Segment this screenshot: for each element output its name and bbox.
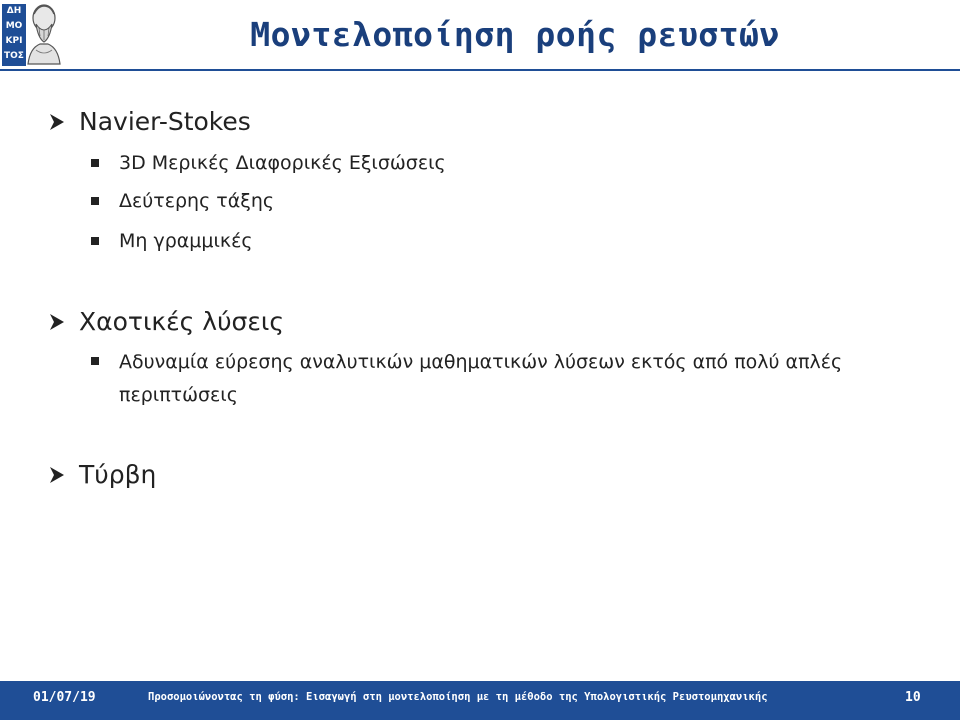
- bullet-item: [47, 106, 251, 138]
- sub-bullet-text: 3D Μερικές Διαφορικές Εξισώσεις: [119, 152, 446, 174]
- bullet-item: [47, 459, 156, 491]
- slide-title: Μοντελοποίηση ροής ρευστών: [250, 15, 780, 54]
- bullet-text: Navier-Stokes: [79, 107, 251, 136]
- sub-bullet-text: Δεύτερης τάξης: [119, 190, 275, 212]
- sub-bullet-text: Μη γραμμικές: [119, 230, 253, 252]
- slide-footer: [0, 681, 960, 720]
- bullet-item: [47, 306, 284, 338]
- arrow-right-icon: [47, 112, 67, 132]
- arrow-right-icon: [47, 465, 67, 485]
- logo-letter: ΜΟ: [5, 21, 23, 31]
- bullet-text: Τύρβη: [79, 460, 157, 489]
- logo-letter: ΔΗ: [6, 6, 22, 16]
- page-number: 10: [905, 690, 921, 705]
- square-bullet-icon: [91, 197, 99, 205]
- logo-letter: ΚΡΙ: [5, 36, 23, 46]
- footer-date: 01/07/19: [33, 690, 96, 705]
- footer-title: Προσομοιώνοντας τη φύση: Εισαγωγή στη μοντελοποίηση με τη μέθοδο της Υπολογιστικής Ρευστομηχανικής: [148, 691, 768, 703]
- logo-letter: ΤΟΣ: [4, 51, 24, 61]
- sub-bullet-text: Αδυναμία εύρεσης αναλυτικών μαθηματικών λύσεων εκτός από πολύ απλές περιπτώσεις: [119, 351, 843, 406]
- square-bullet-icon: [91, 357, 99, 365]
- bullet-text: Χαοτικές λύσεις: [79, 307, 285, 336]
- square-bullet-icon: [91, 237, 99, 245]
- arrow-right-icon: [47, 312, 67, 332]
- square-bullet-icon: [91, 159, 99, 167]
